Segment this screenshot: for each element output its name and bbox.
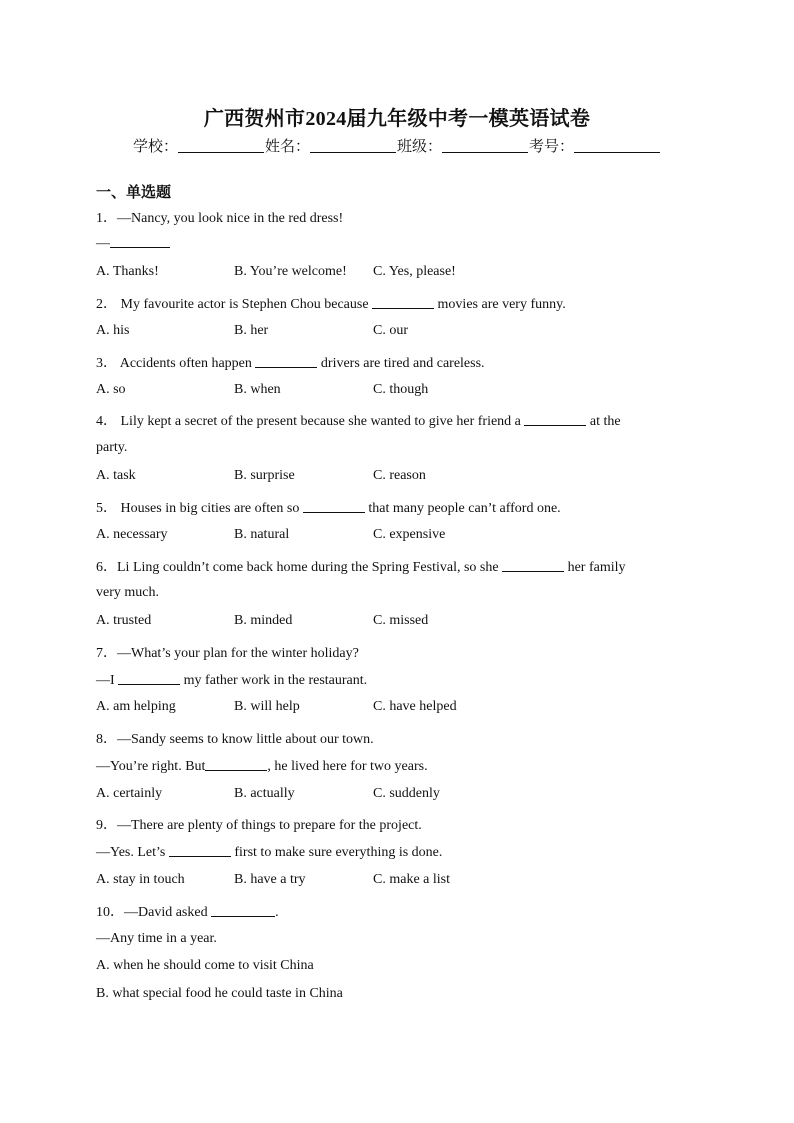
question-8-reply <box>96 758 428 775</box>
answer-blank[interactable] <box>372 296 434 309</box>
stem-text: . <box>275 905 279 920</box>
question-6-option-c[interactable]: C. missed <box>373 613 429 628</box>
answer-blank[interactable] <box>502 559 564 572</box>
question-7-option-a[interactable]: A. am helping <box>96 699 176 714</box>
question-2-option-a[interactable]: A. his <box>96 323 130 338</box>
question-1-reply <box>96 235 170 252</box>
question-3-option-a[interactable]: A. so <box>96 382 126 397</box>
question-9-stem: 9．—There are plenty of things to prepare for the project. <box>96 818 422 833</box>
question-9-reply <box>96 844 442 861</box>
question-9-option-a[interactable]: A. stay in touch <box>96 872 185 887</box>
page-title: 广西贺州市2024届九年级中考一模英语试卷 <box>203 108 591 130</box>
number-blank[interactable] <box>574 138 660 153</box>
question-5-option-b[interactable]: B. natural <box>234 527 290 542</box>
question-2-stem <box>96 293 566 313</box>
question-3-stem <box>96 352 485 372</box>
stem-text: 5． Houses in big cities are often so <box>96 501 300 516</box>
answer-blank[interactable] <box>211 904 275 917</box>
answer-blank[interactable] <box>524 413 586 426</box>
question-8-stem: 8．—Sandy seems to know little about our town. <box>96 732 374 747</box>
question-2-option-c[interactable]: C. our <box>373 323 408 338</box>
question-1-option-a[interactable]: A. Thanks! <box>96 264 159 279</box>
stem-text: —I <box>96 673 115 688</box>
stem-text: 2． My favourite actor is Stephen Chou because <box>96 297 369 312</box>
question-7-reply <box>96 672 367 689</box>
question-4-option-b[interactable]: B. surprise <box>234 468 295 483</box>
question-8-option-c[interactable]: C. suddenly <box>373 786 440 801</box>
stem-text: at the <box>589 414 621 429</box>
question-5-option-c[interactable]: C. expensive <box>373 527 446 542</box>
number-label: 考号： <box>529 137 575 155</box>
student-info-line <box>0 135 794 156</box>
question-10-option-a[interactable]: A. when he should come to visit China <box>96 958 314 973</box>
question-4-option-c[interactable]: C. reason <box>373 468 426 483</box>
question-6-stem <box>96 556 626 576</box>
question-4-stem-continued: party. <box>96 440 128 455</box>
stem-text: first to make sure everything is done. <box>234 845 443 860</box>
stem-text: 6．Li Ling couldn’t come back home during the Spring Festival, so she <box>96 560 499 575</box>
answer-blank[interactable] <box>169 844 231 857</box>
answer-blank[interactable] <box>205 758 267 771</box>
stem-text: drivers are tired and careless. <box>320 356 485 371</box>
name-label: 姓名： <box>264 137 310 155</box>
question-10-reply: —Any time in a year. <box>96 931 217 946</box>
question-5-option-a[interactable]: A. necessary <box>96 527 168 542</box>
stem-text: that many people can’t afford one. <box>368 501 561 516</box>
question-8-option-b[interactable]: B. actually <box>234 786 295 801</box>
class-blank[interactable] <box>442 138 528 153</box>
stem-text: 3． Accidents often happen <box>96 356 252 371</box>
question-4-option-a[interactable]: A. task <box>96 468 136 483</box>
question-5-stem <box>96 497 561 517</box>
stem-text: her family <box>567 560 626 575</box>
stem-text: 10．—David asked <box>96 905 208 920</box>
question-6-option-b[interactable]: B. minded <box>234 613 293 628</box>
question-3-option-b[interactable]: B. when <box>234 382 281 397</box>
question-2-option-b[interactable]: B. her <box>234 323 269 338</box>
answer-blank[interactable] <box>255 355 317 368</box>
question-10-option-b[interactable]: B. what special food he could taste in China <box>96 986 343 1001</box>
section-heading: 一、单选题 <box>96 183 172 201</box>
question-10-stem <box>96 901 279 921</box>
answer-blank[interactable] <box>303 500 365 513</box>
question-1-option-b[interactable]: B. You’re welcome! <box>234 264 347 279</box>
question-1-stem: 1．—Nancy, you look nice in the red dress! <box>96 211 344 226</box>
question-4-stem <box>96 410 621 430</box>
question-9-option-c[interactable]: C. make a list <box>373 872 450 887</box>
question-9-option-b[interactable]: B. have a try <box>234 872 306 887</box>
stem-text: —You’re right. But <box>96 759 206 774</box>
stem-text: my father work in the restaurant. <box>183 673 368 688</box>
school-blank[interactable] <box>178 138 264 153</box>
stem-text: 4． Lily kept a secret of the present because she wanted to give her friend a <box>96 414 521 429</box>
name-blank[interactable] <box>310 138 396 153</box>
stem-text: , he lived here for two years. <box>267 759 428 774</box>
question-1-option-c[interactable]: C. Yes, please! <box>373 264 456 279</box>
question-7-option-c[interactable]: C. have helped <box>373 699 457 714</box>
answer-blank[interactable] <box>110 235 170 248</box>
question-7-option-b[interactable]: B. will help <box>234 699 300 714</box>
question-6-stem-continued: very much. <box>96 585 159 600</box>
question-8-option-a[interactable]: A. certainly <box>96 786 163 801</box>
stem-text: movies are very funny. <box>437 297 566 312</box>
school-label: 学校： <box>132 137 178 155</box>
question-7-stem: 7．—What’s your plan for the winter holiday? <box>96 646 359 661</box>
class-label: 班级： <box>397 137 443 155</box>
answer-blank[interactable] <box>118 672 180 685</box>
question-3-option-c[interactable]: C. though <box>373 382 429 397</box>
reply-dash: — <box>96 236 110 251</box>
stem-text: —Yes. Let’s <box>96 845 166 860</box>
question-6-option-a[interactable]: A. trusted <box>96 613 152 628</box>
